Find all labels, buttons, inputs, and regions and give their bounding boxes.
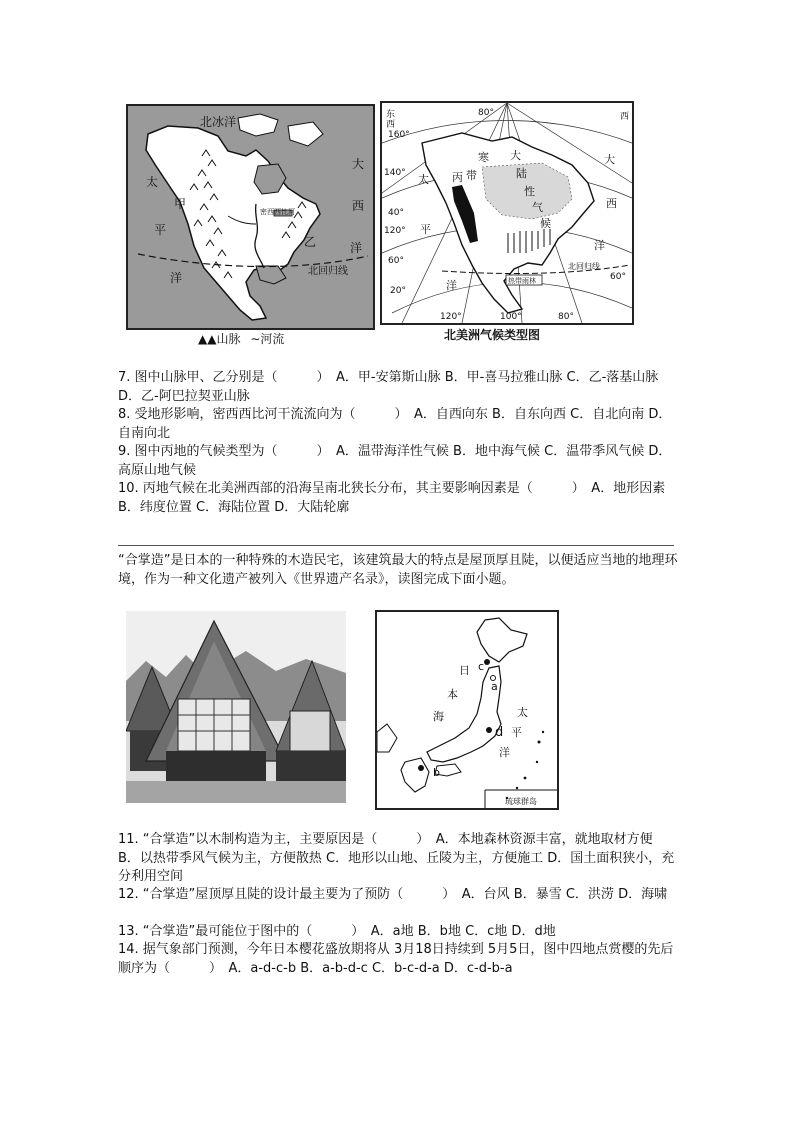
tai-label: 太 [418,173,429,186]
ping-label: 平 [420,223,431,236]
pacific-label-3: 洋 [170,271,183,285]
west-label-2: 西 [620,112,630,122]
gassho-house-photo [126,611,346,803]
question-8: 8. 受地形影响，密西西比河干流流向为（ ） A．自西向东 B．自东向西 C．自北向南 D．自南向北 [118,407,672,441]
dalu-label-4: 气 [532,201,543,214]
ben-label: 本 [447,688,458,701]
deg-140: 140° [384,168,406,178]
deg-60-right: 60° [610,272,626,282]
point-b [418,765,424,771]
dai-label: 带 [466,169,477,182]
deg-60-left: 60° [388,256,404,266]
ri-label: 日 [459,664,470,677]
atlantic-label-1: 大 [352,157,365,171]
climate-map-caption: 北美洲气候类型图 [444,328,541,342]
atlantic-label-2: 西 [352,199,365,213]
question-11: 11. “合掌造”以木制构造为主，主要原因是（ ） A．本地森林资源丰富，就地取材方便 B．以热带季风气候为主，方便散热 C．地形以山地、丘陵为主，方便施工 D．国土面积狭小，充分利用空间 [118,832,675,884]
da-label: 大 [604,153,615,166]
deg-120-left: 120° [384,226,406,236]
east-label: 东 [386,110,396,120]
dalu-label-2: 陆 [516,167,527,180]
point-d [486,727,492,733]
gassho-intro-text: “合掌造”是日本的一种特殊的木造民宅，该建筑最大的特点是屋顶厚且陡，以便适应当地的地理环境，作为一种文化遗产被列入《世界遗产名录》，读图完成下面小题。 [118,553,678,587]
ping-label-jp: 平 [511,726,522,739]
han-label: 寒 [478,151,489,164]
tropic-label: 北回归线 [308,266,348,277]
pacific-label-2: 平 [154,223,167,237]
yang-label: 洋 [446,279,457,292]
kyushu-island [401,758,429,792]
hokkaido-island [477,618,527,662]
tai-label-jp: 太 [517,706,528,719]
xi-label: 西 [606,197,617,210]
deg-80-bottom: 80° [558,312,574,322]
japan-map [375,610,559,810]
hai-label: 海 [433,710,444,723]
dalu-label-3: 性 [524,185,535,198]
question-13: 13. “合掌造”最可能位于图中的（ ） A．a地 B．b地 C．c地 D．d地 [118,924,556,939]
point-b-label: b [433,766,440,779]
figure1-legend: ▲▲山脉 ∼河流 [198,332,285,346]
point-c [484,659,490,665]
deg-80-top: 80° [478,108,494,118]
point-a-label: a [491,680,498,693]
north-america-terrain-map [126,104,375,330]
ryukyu-label: 琉球群岛 [505,797,537,806]
deg-120-bottom: 120° [440,312,462,322]
point-d-label: d [495,725,504,740]
arctic-ocean-label: 北冰洋 [200,115,237,129]
deg-40: 40° [388,208,404,218]
bing-label: 丙 [452,171,463,184]
jia-label: 甲 [174,197,187,211]
west-label-1: 西 [386,120,396,130]
question-9: 9. 图中丙地的气候类型为（ ） A．温带海洋性气候 B．地中海气候 C．温带季风气候 D．高原山地气候 [118,444,672,478]
dalu-label-1: 大 [510,149,521,162]
yang-label-jp: 洋 [499,746,510,759]
deg-160: 160° [388,130,410,140]
mountain-icon: ▲▲ [198,332,217,346]
mississippi-label: 密西西比河 [260,208,295,216]
dalu-label-5: 候 [540,217,551,230]
deg-100: 100° [500,312,522,322]
pacific-label-1: 太 [146,175,159,189]
question-14: 14. 据气象部门预测，今年日本樱花盛放期将从 3月18日持续到 5月5日，图中四地点赏樱的先后顺序为（ ） A．a-d-c-b B．a-b-d-c C．b-c-d-a D．c-d-b-a [118,942,674,976]
point-c-label: c [478,660,485,673]
question-10: 10. 丙地气候在北美洲西部的沿海呈南北狭长分布，其主要影响因素是（ ） A．地形因素 B．纬度位置 C．海陆位置 D．大陆轮廓 [118,481,666,515]
deg-20: 20° [390,286,406,296]
climate-tropic-label: 北回归线 [568,262,600,271]
yang2-label: 洋 [594,239,605,252]
question-7: 7. 图中山脉甲、乙分别是（ ） A．甲-安第斯山脉 B．甲-喜马拉雅山脉 C．乙-落基山脉 D．乙-阿巴拉契亚山脉 [118,370,659,404]
north-america-climate-map [380,101,634,325]
section-divider [118,545,674,546]
river-icon: ∼ [250,332,261,346]
question-12: 12. “合掌造”屋顶厚且陡的设计最主要为了预防（ ） A．台风 B．暴雪 C．洪涝 D．海啸 [118,887,668,902]
yi-label: 乙 [304,235,317,249]
atlantic-label-3: 洋 [350,241,363,255]
climate-box-label: 热带雨林 [508,277,536,285]
